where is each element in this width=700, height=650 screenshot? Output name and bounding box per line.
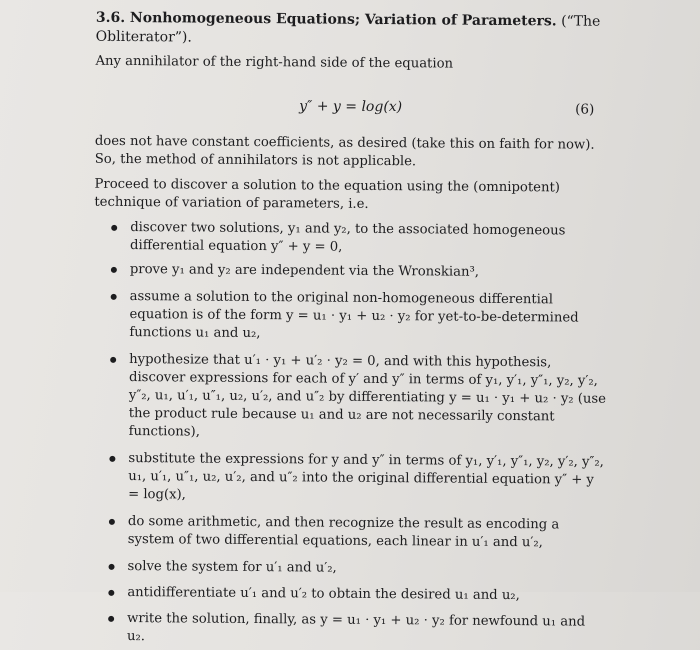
steps-list — [105, 219, 608, 650]
list-item: hypothesize that u′₁ · y₁ + u′₂ · y₂ = 0, and with this hypothesis, discover expressions for each of y′ and y″ in terms of y₁, y′₁, y″₁, y₂, y′₂, y″₂, u₁, u′₁, u″₁, u₂, u′₂, and u″₂ by differentiating y = u₁ · y₁ + u₂ · y₂ (use the product rule because u₁ and u₂ are not necessarily constant functions), — [107, 351, 608, 445]
list-item: antidifferentiate u′₁ and u′₂ to obtain the desired u₁ and u₂, — [105, 584, 605, 606]
list-item: solve the system for u′₁ and u′₂, — [105, 558, 605, 580]
after-equation-paragraph: does not have constant coefficients, as desired (take this on faith for now). So, the method of annihilators is not applicable. — [94, 133, 595, 170]
list-item: prove y₁ and y₂ are independent via the Wronskian³, — [108, 261, 608, 283]
section-heading — [96, 9, 616, 51]
list-item: do some arithmetic, and then recognize the result as encoding a system of two differential equations, each linear in u′₁ and u′₂, — [106, 513, 606, 553]
list-item: discover two solutions, y₁ and y₂, to the associated homogeneous differential equation y″ + y = 0, — [108, 219, 608, 259]
equation: y″ + y = log(x) — [299, 98, 403, 116]
section-subtitle: (“The Obliterator”). — [95, 13, 601, 46]
section-title: 3.6. Nonhomogeneous Equations; Variation of Parameters. — [95, 9, 557, 30]
proceed-paragraph: Proceed to discover a solution to the equation using the (omnipotent) technique of variation of parameters, i.e. — [94, 176, 560, 212]
list-item: substitute the expressions for y and y″ in terms of y₁, y′₁, y″₁, y₂, y′₂, y″₂, u₁, u′₁, u″₁, u₂, u′₂, and u″₂ into the original differential equation y″ + y = log(x), — [106, 450, 606, 508]
list-item: assume a solution to the original non-homogeneous differential equation is of the form y = u₁ · y₁ + u₂ · y₂ for yet-to-be-determined functions u₁ and u₂, — [107, 288, 607, 346]
equation-number: (6) — [575, 101, 595, 118]
intro-paragraph: Any annihilator of the right-hand side of the equation — [95, 53, 454, 72]
list-item: write the solution, finally, as y = u₁ · y₁ + u₂ · y₂ for newfound u₁ and u₂. — [105, 610, 605, 650]
